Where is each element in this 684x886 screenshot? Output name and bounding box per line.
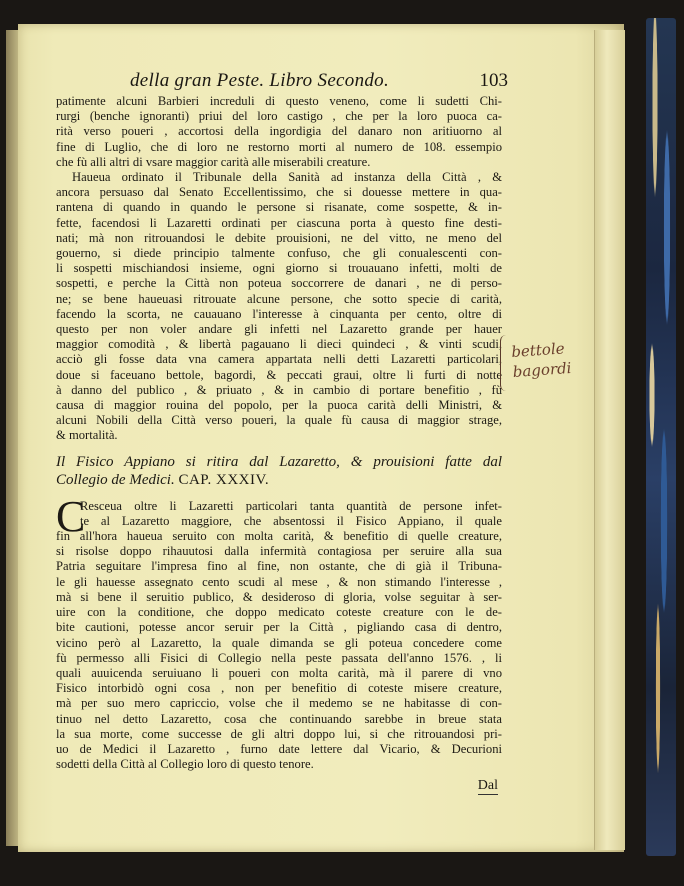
text-line: fù permesso alli Fisici di Collegio nella peste passata dell'anno 1576. , li	[56, 650, 502, 665]
paragraph-1	[56, 94, 502, 170]
text-line: gouerno, si diede principio talmente confuso, che gli conualescenti con-	[56, 246, 502, 261]
text-line: maggior comodità , & libertà pagauano li dieci quindeci , & vinti scudi,	[56, 337, 502, 352]
text-line: nati; mà non ritrouandosi le debite prouisioni, ne del vitto, ne meno del	[56, 230, 502, 245]
text-line: Fisico intorbidò ogni cosa , non per benefitio di coteste misere creature,	[56, 681, 502, 696]
running-head-title: della gran Peste. Libro Secondo.	[130, 70, 390, 91]
catchword: Dal	[477, 778, 498, 794]
margin-note-word: bagordi	[512, 358, 573, 382]
text-line: Patria seguitare l'impresa fino al fine, non ostante, che di già il Tribuna-	[56, 559, 502, 574]
text-line: facendo la scorta, ne cauauano l'interesse à cinquanta per cento, oltre di	[56, 306, 502, 321]
text-line: alcuni Nobili della Città verso poueri, la quale fù causa di maggior strage,	[56, 413, 502, 428]
page-content	[56, 70, 508, 796]
margin-note-bracket	[500, 335, 509, 391]
margin-note-word: bettole	[510, 339, 566, 362]
text-line: mà per suo mero capriccio, volse che il medemo se ne habitasse di con-	[56, 696, 502, 711]
text-line: ancora persuaso dal Senato Eccellentissimo, che si douesse mettere in qua-	[56, 185, 502, 200]
text-line: doue si faceuano bettole, bagordi, & peccati graui, oltre li furti di notte	[56, 367, 502, 382]
text-line: rurgi (benche ignoranti) priui del loro castigo , che per la loro puoca ca-	[56, 109, 502, 124]
text-line: Resceua oltre li Lazaretti particolari tanta quantità de persone infet-	[80, 498, 502, 513]
text-line: causa di maggior rouina del popolo, per la puoca carità delli Ministri, &	[56, 398, 502, 413]
handwritten-margin-note	[511, 338, 572, 382]
text-line: sodetti della Città al Collegio loro di questo tenore.	[56, 757, 314, 772]
text-line: fine di Luglio, che di loro ne restorno morti al numero de 108. essempio	[56, 139, 502, 154]
catchword-row	[56, 776, 502, 796]
text-line: li sospetti mischiandosi insieme, ogni giorno si trouauano infetti, molti de	[56, 261, 502, 276]
text-line: te al Lazaretto maggiore, che absentossi il Fisico Appiano, il quale	[80, 513, 502, 528]
text-line: che fù alli altri di vsare maggior carità alle miserabili creature.	[56, 154, 371, 169]
text-line: la sua morte, come successe de gli altri doppo lui, si che ritrouandosi pri-	[56, 726, 502, 741]
text-line: à danno del publico , & priuato , & in cambio di portare benefitio , fù	[56, 382, 502, 397]
text-line: patimente alcuni Barbieri increduli di questo veneno, come li sudetti Chi-	[56, 94, 502, 108]
text-line: le gli hauesse assegnato cento scudi al mese , & non stimando l'interesse ,	[56, 574, 502, 589]
text-line: Haueua ordinato il Tribunale della Sanità ad instanza della Città , &	[72, 170, 502, 185]
text-line: vicino però al Lazaretto, la quale dimanda se gli poteua concedere come	[56, 635, 502, 650]
chapter-heading-line-1: Il Fisico Appiano si ritira dal Lazaretto, & prouisioni fatte dal	[56, 453, 502, 470]
page-fold	[594, 30, 625, 850]
chapter-number: CAP. XXXIV.	[178, 471, 270, 488]
marbled-cover-edge	[646, 18, 676, 856]
paragraph-3	[56, 491, 502, 773]
text-line: fette, facendosi li Lazaretti ordinati per ciascuna porta à questo fine desti-	[56, 215, 502, 230]
text-line: mà si bene il seruitio publico, & desideroso di gloria, volse seguitar à ser-	[56, 589, 502, 604]
text-line: si risolse doppo rihauutosi dalla infermità contagiosa per seruire alla sua	[56, 544, 502, 559]
text-line: fin all'hora haueua seruito con molta carità, & benefitio di quelle creature,	[56, 529, 502, 544]
page-number: 103	[479, 70, 508, 91]
drop-cap: C	[56, 491, 86, 541]
chapter-heading-title-end: Collegio de Medici.	[56, 471, 175, 488]
text-line: & mortalità.	[56, 428, 118, 443]
text-line: acciò gli fosse data vna camera appartata nelli detti Lazaretti particolari,	[56, 352, 502, 367]
chapter-heading	[56, 453, 502, 489]
text-line: uo de Medici il Lazaretto , furno date lettere dal Vicario, & Decurioni	[56, 741, 502, 756]
paragraph-2	[56, 170, 502, 444]
chapter-heading-line-2	[56, 471, 502, 489]
text-line: questo per non voler andare gli infetti nel Lazaretto grande per hauer	[56, 322, 502, 337]
text-line: uire con la conditione, che doppo medicato coteste creature con le de-	[56, 605, 502, 620]
text-line: rantena di quando in quando le persone si risanate, come sospette, & in-	[56, 200, 502, 215]
text-line: rità verso poueri , accortosi della ingordigia del danaro non aritiuorno al	[56, 124, 502, 139]
text-line: quali auuicenda seruiuano li poueri con molta carità, mà il parere di vno	[56, 665, 502, 680]
text-line: sospetti, e perche la Città non poteua soccorrere de danari , ne di perso-	[56, 276, 502, 291]
running-head	[56, 70, 508, 94]
text-line: bite cautioni, potesse ancor seruir per la Città , pigliando casa di dentro,	[56, 620, 502, 635]
text-line: ne; se bene haueuasi ritrouate alcune persone, che sotto specie di carità,	[56, 291, 502, 306]
text-line: tinuo nel detto Lazaretto, cosa che continuando sarebbe in breue stata	[56, 711, 502, 726]
